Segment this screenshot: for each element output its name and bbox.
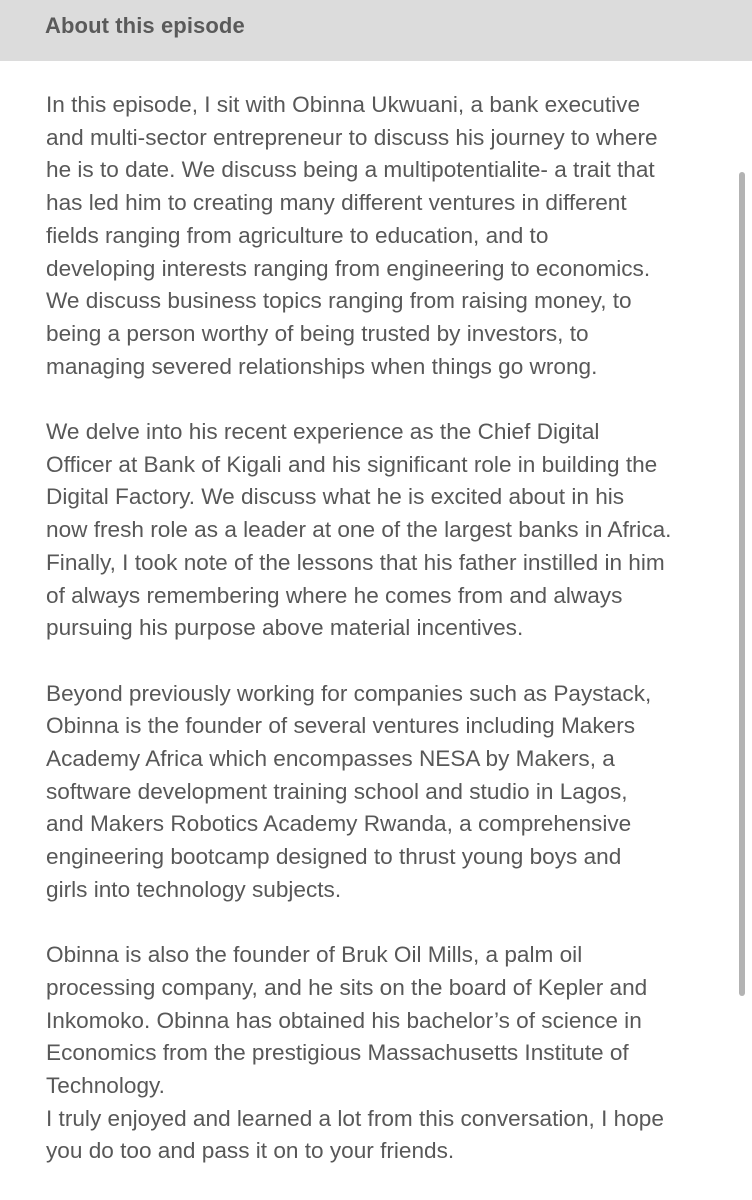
text-line: managing severed relationships when things go wrong.: [46, 353, 598, 379]
text-line: engineering bootcamp designed to thrust young boys and: [46, 844, 622, 870]
text-line: software development training school and studio in Lagos,: [46, 778, 628, 804]
description-paragraph-2: [46, 416, 736, 645]
text-line: and multi-sector entrepreneur to discuss his journey to where: [46, 124, 658, 150]
text-line: and Makers Robotics Academy Rwanda, a comprehensive: [46, 811, 632, 837]
text-line: pursuing his purpose above material incentives.: [46, 615, 524, 641]
text-line: Digital Factory. We discuss what he is excited about in his: [46, 484, 625, 510]
text-line: Economics from the prestigious Massachusetts Institute of: [46, 1040, 629, 1066]
text-line: being a person worthy of being trusted by investors, to: [46, 320, 589, 346]
text-line: I truly enjoyed and learned a lot from this conversation, I hope: [46, 1105, 664, 1131]
text-line: Obinna is also the founder of Bruk Oil Mills, a palm oil: [46, 942, 583, 968]
text-line: you do too and pass it on to your friends.: [46, 1138, 455, 1164]
text-line: In this episode, I sit with Obinna Ukwuani, a bank executive: [46, 92, 641, 117]
description-paragraph-4: [46, 939, 736, 1103]
description-paragraph-5: [46, 1103, 736, 1168]
text-line: We discuss business topics ranging from raising money, to: [46, 288, 632, 314]
text-line: Technology.: [46, 1073, 165, 1099]
section-header: [0, 0, 752, 61]
text-line: Officer at Bank of Kigali and his significant role in building the: [46, 451, 658, 477]
text-line: Beyond previously working for companies such as Paystack,: [46, 680, 652, 706]
section-title: About this episode: [45, 13, 245, 38]
scrollbar-thumb[interactable]: [739, 172, 745, 996]
text-line: developing interests ranging from engineering to economics.: [46, 255, 651, 281]
description-paragraph-1: [46, 89, 736, 383]
text-line: We delve into his recent experience as the Chief Digital: [46, 419, 600, 445]
episode-description[interactable]: [46, 89, 736, 1168]
text-line: Finally, I took note of the lessons that his father instilled in him: [46, 549, 665, 575]
text-line: girls into technology subjects.: [46, 876, 342, 902]
text-line: fields ranging from agriculture to education, and to: [46, 222, 549, 248]
text-line: Academy Africa which encompasses NESA by Makers, a: [46, 746, 615, 772]
text-line: Inkomoko. Obinna has obtained his bachelor’s of science in: [46, 1007, 642, 1033]
description-paragraph-3: [46, 678, 736, 907]
text-line: processing company, and he sits on the board of Kepler and: [46, 974, 648, 1000]
text-line: he is to date. We discuss being a multipotentialite- a trait that: [46, 157, 655, 183]
text-line: now fresh role as a leader at one of the largest banks in Africa.: [46, 517, 672, 543]
text-line: of always remembering where he comes from and always: [46, 582, 623, 608]
text-line: has led him to creating many different ventures in different: [46, 190, 627, 216]
text-line: Obinna is the founder of several ventures including Makers: [46, 713, 636, 739]
